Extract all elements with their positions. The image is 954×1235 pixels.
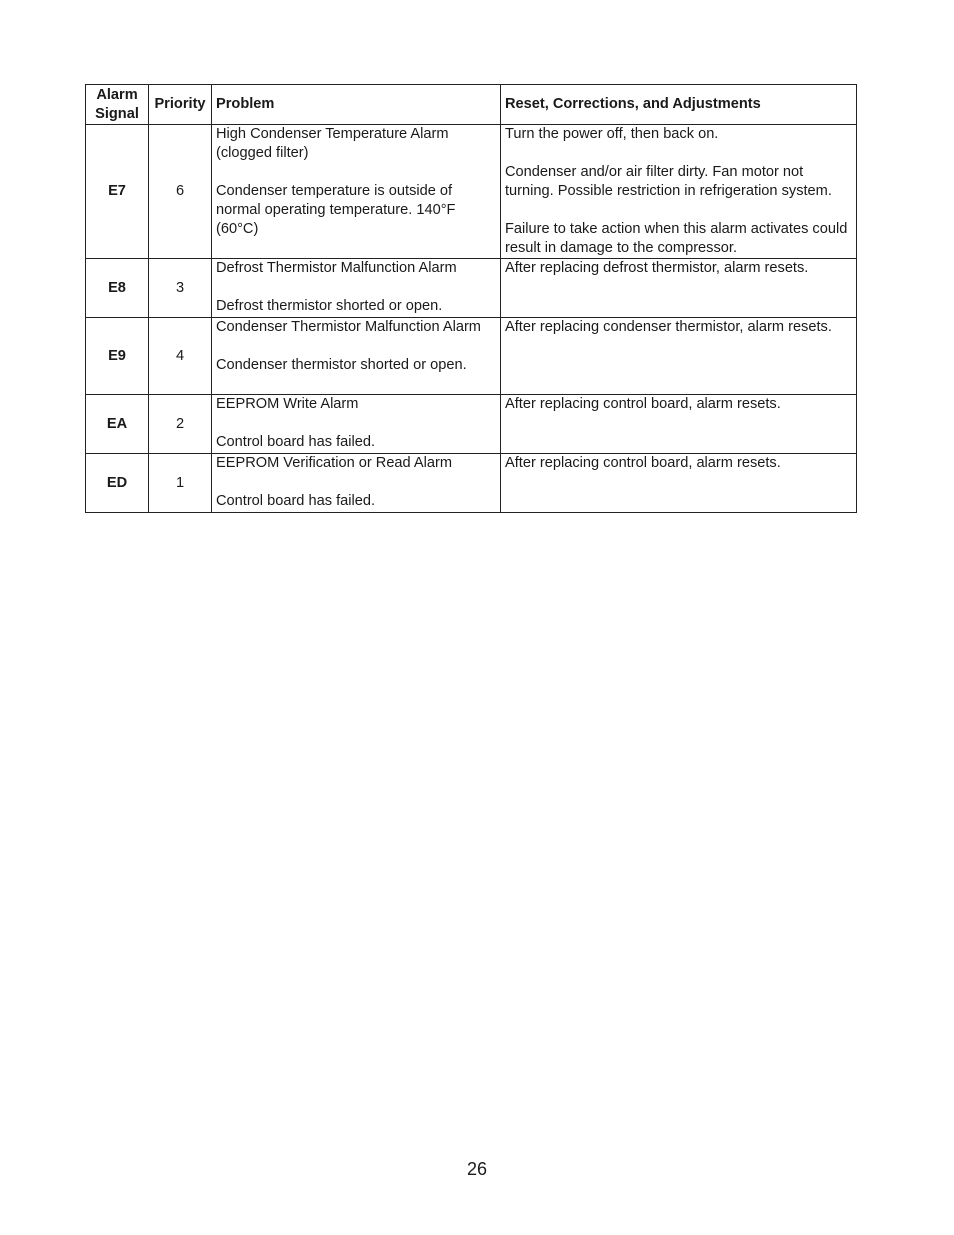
problem-cell xyxy=(212,395,501,454)
alarm-priority: 2 xyxy=(149,395,212,454)
header-alarm-signal xyxy=(86,85,149,125)
reset-text: Condenser and/or air filter dirty. Fan motor not turning. Possible restriction in refrigeration system. xyxy=(505,164,832,199)
table-row xyxy=(86,395,857,454)
problem-text: Condenser temperature is outside of normal operating temperature. 140°F (60°C) xyxy=(216,183,456,237)
reset-text: After replacing control board, alarm resets. xyxy=(505,455,781,471)
header-priority: Priority xyxy=(149,85,212,125)
reset-text: Turn the power off, then back on. xyxy=(505,126,719,142)
problem-text: Condenser Thermistor Malfunction Alarm xyxy=(216,319,481,335)
reset-cell xyxy=(501,395,857,454)
alarm-code: ED xyxy=(86,454,149,513)
problem-text: Defrost Thermistor Malfunction Alarm xyxy=(216,260,457,276)
alarm-table xyxy=(85,84,857,513)
alarm-priority: 6 xyxy=(149,125,212,259)
alarm-code: E9 xyxy=(86,318,149,395)
alarm-priority: 3 xyxy=(149,259,212,318)
reset-cell xyxy=(501,454,857,513)
reset-cell xyxy=(501,125,857,259)
problem-text: High Condenser Temperature Alarm (clogged filter) xyxy=(216,126,449,161)
table-row xyxy=(86,259,857,318)
reset-text: After replacing control board, alarm resets. xyxy=(505,396,781,412)
problem-cell xyxy=(212,125,501,259)
reset-text: Failure to take action when this alarm activates could result in damage to the compressor. xyxy=(505,221,848,256)
alarm-priority: 1 xyxy=(149,454,212,513)
problem-text: Control board has failed. xyxy=(216,493,376,509)
problem-cell xyxy=(212,259,501,318)
table-row xyxy=(86,454,857,513)
reset-cell xyxy=(501,259,857,318)
reset-text: After replacing defrost thermistor, alarm resets. xyxy=(505,260,809,276)
header-alarm-signal-line2: Signal xyxy=(95,105,139,122)
page-number: 26 xyxy=(466,1159,488,1179)
reset-text: After replacing condenser thermistor, alarm resets. xyxy=(505,319,832,335)
table-row xyxy=(86,125,857,259)
header-reset: Reset, Corrections, and Adjustments xyxy=(501,85,857,125)
header-problem: Problem xyxy=(212,85,501,125)
table-row xyxy=(86,318,857,395)
reset-cell xyxy=(501,318,857,395)
table-header-row xyxy=(86,85,857,125)
header-alarm-signal-line1: Alarm xyxy=(96,86,138,103)
problem-cell xyxy=(212,454,501,513)
problem-text: EEPROM Write Alarm xyxy=(216,396,359,412)
alarm-code: E7 xyxy=(86,125,149,259)
problem-text: Control board has failed. xyxy=(216,434,376,450)
problem-text: EEPROM Verification or Read Alarm xyxy=(216,455,453,471)
problem-cell xyxy=(212,318,501,395)
problem-text: Condenser thermistor shorted or open. xyxy=(216,357,467,373)
problem-text: Defrost thermistor shorted or open. xyxy=(216,298,443,314)
alarm-priority: 4 xyxy=(149,318,212,395)
alarm-code: E8 xyxy=(86,259,149,318)
alarm-code: EA xyxy=(86,395,149,454)
